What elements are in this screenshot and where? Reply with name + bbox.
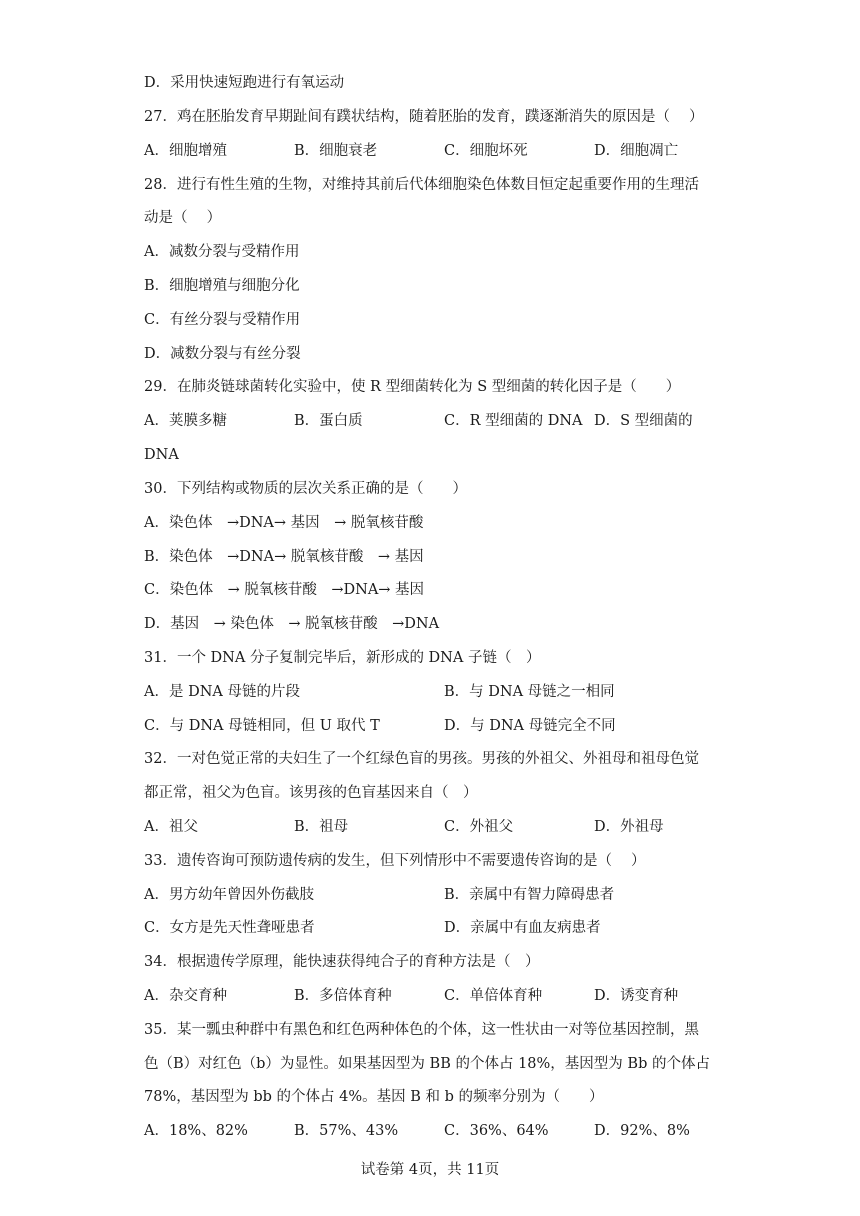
question-27: 27．鸡在胚胎发育早期趾间有蹼状结构，随着胚胎的发育，蹼逐渐消失的原因是（ ） xyxy=(144,109,704,125)
question-28-line2: 动是（ ） xyxy=(144,210,222,226)
q33-option-b: B．亲属中有智力障碍患者 xyxy=(444,887,615,903)
q31-option-c: C．与 DNA 母链相同，但 U 取代 T xyxy=(144,718,380,734)
question-34: 34．根据遗传学原理，能快速获得纯合子的育种方法是（ ） xyxy=(144,954,540,970)
q33-option-c: C．女方是先天性聋哑患者 xyxy=(144,920,315,936)
q35-option-a: A．18%、82% xyxy=(144,1123,248,1139)
question-33: 33．遗传咨询可预防遗传病的发生，但下列情形中不需要遗传咨询的是（ ） xyxy=(144,853,646,869)
q35-option-c: C．36%、64% xyxy=(444,1123,549,1139)
q29-option-d: D．S 型细菌的 xyxy=(594,413,693,429)
question-35-line1: 35．某一瓢虫种群中有黑色和红色两种体色的个体，这一性状由一对等位基因控制，黑 xyxy=(144,1022,699,1038)
q34-option-a: A．杂交育种 xyxy=(144,988,227,1004)
q28-option-b: B．细胞增殖与细胞分化 xyxy=(144,278,300,294)
q32-option-c: C．外祖父 xyxy=(444,819,514,835)
question-35-line2: 色（B）对红色（b）为显性。如果基因型为 BB 的个体占 18%，基因型为 Bb 的个体占 xyxy=(144,1056,710,1072)
q35-option-d: D．92%、8% xyxy=(594,1123,690,1139)
q32-option-a: A．祖父 xyxy=(144,819,198,835)
q29-option-d-continued: DNA xyxy=(144,447,179,463)
q30-option-d: D．基因 → 染色体 → 脱氧核苷酸 →DNA xyxy=(144,616,440,632)
q35-option-b: B．57%、43% xyxy=(294,1123,399,1139)
question-35-line3: 78%，基因型为 bb 的个体占 4%。基因 B 和 b 的频率分别为（ ） xyxy=(144,1089,604,1105)
q29-option-b: B．蛋白质 xyxy=(294,413,363,429)
q27-option-a: A．细胞增殖 xyxy=(144,143,227,159)
q33-option-d: D．亲属中有血友病患者 xyxy=(444,920,601,936)
q32-option-b: B．祖母 xyxy=(294,819,349,835)
q32-option-d: D．外祖母 xyxy=(594,819,664,835)
q34-option-d: D．诱变育种 xyxy=(594,988,679,1004)
q27-option-b: B．细胞衰老 xyxy=(294,143,378,159)
q31-option-a: A．是 DNA 母链的片段 xyxy=(144,684,300,700)
q34-option-c: C．单倍体育种 xyxy=(444,988,543,1004)
q31-option-d: D．与 DNA 母链完全不同 xyxy=(444,718,616,734)
q34-option-b: B．多倍体育种 xyxy=(294,988,392,1004)
q29-option-c: C．R 型细菌的 DNA xyxy=(444,413,583,429)
page-footer: 试卷第 4页，共 11页 xyxy=(360,1162,500,1178)
question-32-line2: 都正常，祖父为色盲。该男孩的色盲基因来自（ ） xyxy=(144,785,478,801)
q31-option-b: B．与 DNA 母链之一相同 xyxy=(444,684,615,700)
q29-option-a: A．荚膜多糖 xyxy=(144,413,227,429)
question-28-line1: 28．进行有性生殖的生物，对维持其前后代体细胞染色体数目恒定起重要作用的生理活 xyxy=(144,177,699,193)
q28-option-c: C．有丝分裂与受精作用 xyxy=(144,312,301,328)
q33-option-a: A．男方幼年曾因外伤截肢 xyxy=(144,887,314,903)
question-29: 29．在肺炎链球菌转化实验中，使 R 型细菌转化为 S 型细菌的转化因子是（ ） xyxy=(144,379,681,395)
q27-option-c: C．细胞坏死 xyxy=(444,143,528,159)
q28-option-a: A．减数分裂与受精作用 xyxy=(144,244,300,260)
q26-option-d: D．采用快速短跑进行有氧运动 xyxy=(144,75,345,91)
q28-option-d: D．减数分裂与有丝分裂 xyxy=(144,346,301,362)
q30-option-c: C．染色体 → 脱氧核苷酸 →DNA→ 基因 xyxy=(144,582,425,598)
q30-option-a: A．染色体 →DNA→ 基因 → 脱氧核苷酸 xyxy=(144,515,424,531)
q27-option-d: D．细胞凋亡 xyxy=(594,143,679,159)
question-32-line1: 32．一对色觉正常的夫妇生了一个红绿色盲的男孩。男孩的外祖父、外祖母和祖母色觉 xyxy=(144,751,699,767)
question-31: 31．一个 DNA 分子复制完毕后，新形成的 DNA 子链（ ） xyxy=(144,650,541,666)
q30-option-b: B．染色体 →DNA→ 脱氧核苷酸 → 基因 xyxy=(144,549,424,565)
question-30: 30．下列结构或物质的层次关系正确的是（ ） xyxy=(144,481,467,497)
